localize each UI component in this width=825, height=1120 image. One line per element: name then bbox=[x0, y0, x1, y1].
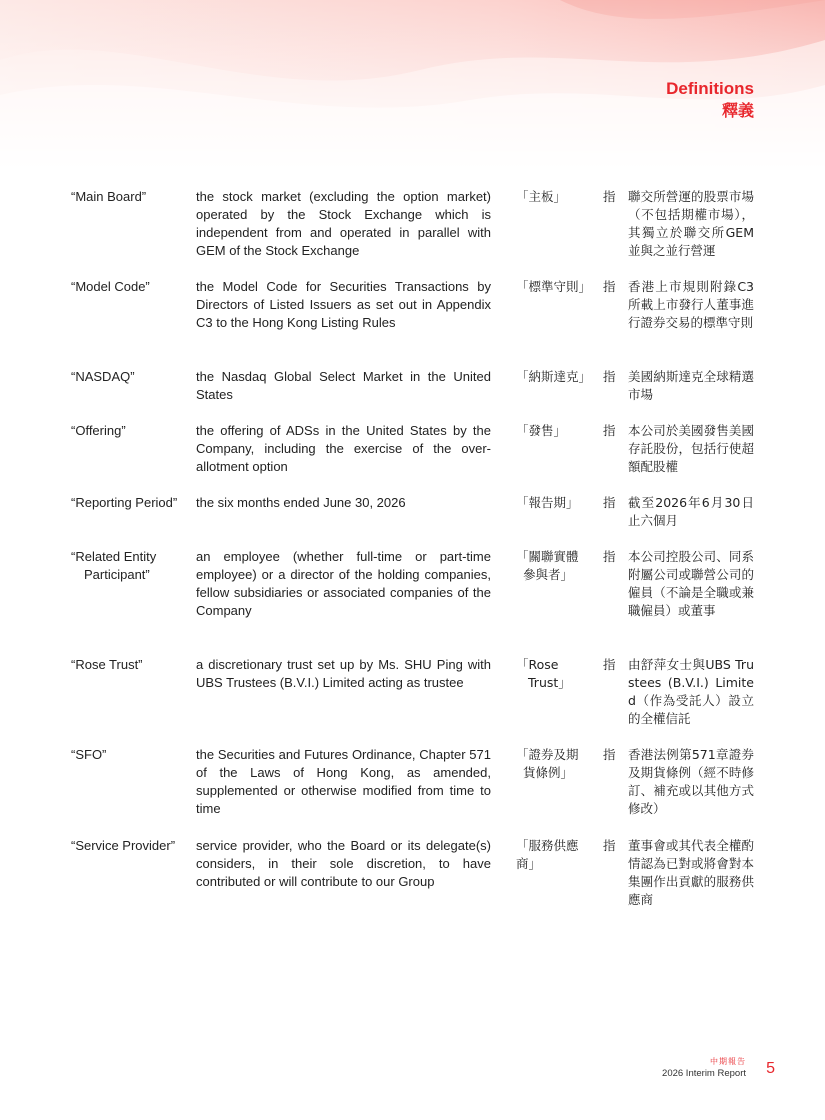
definition-term-zh: 「證券及期 貨條例」 bbox=[516, 747, 579, 780]
definition-description: the six months ended June 30, 2026 bbox=[196, 495, 406, 510]
definition-description: service provider, who the Board or its delegate(s) considers, in their sole discretion, to have contributed or will contribute to our Group bbox=[196, 838, 491, 889]
definition-term: “Reporting Period” bbox=[71, 495, 178, 510]
definition-term-zh: 「報告期」 bbox=[516, 495, 579, 510]
definition-description-zh: 香港法例第571章證券及期貨條例（經不時修訂、補充或以其他方式修改） bbox=[628, 747, 754, 816]
definition-term: “Main Board” bbox=[71, 189, 147, 204]
definition-description-zh: 截至2026年6月30日止六個月 bbox=[628, 495, 754, 528]
definition-description: an employee (whether full-time or part-time employee) or a director of the holding companies, fellow subsidiaries or associated companies of the Company bbox=[196, 549, 491, 618]
definition-term-zh: 「發售」 bbox=[516, 423, 567, 438]
definition-term-zh: 「關聯實體 參與者」 bbox=[516, 549, 579, 582]
report-name-zh: 中期報告 bbox=[710, 1057, 746, 1066]
report-name: 2026 Interim Report bbox=[662, 1068, 746, 1079]
definition-term-zh: 「主板」 bbox=[516, 189, 567, 204]
definition-description-zh: 本公司控股公司、同系附屬公司或聯營公司的僱員（不論是全職或兼職僱員）或董事 bbox=[628, 549, 754, 618]
definition-description-zh: 聯交所營運的股票市場（不包括期權市場），其獨立於聯交所GEM並與之並行營運 bbox=[628, 189, 754, 258]
definition-means-zh: 指 bbox=[603, 657, 616, 672]
definition-term: “NASDAQ” bbox=[71, 369, 135, 384]
page-footer bbox=[662, 1056, 746, 1080]
definition-description-zh: 本公司於美國發售美國存託股份，包括行使超額配股權 bbox=[628, 423, 754, 474]
page-title: Definitions bbox=[666, 79, 754, 98]
definition-description: the Nasdaq Global Select Market in the United States bbox=[196, 369, 491, 402]
definition-means-zh: 指 bbox=[603, 495, 616, 510]
definition-term: “Service Provider” bbox=[71, 838, 176, 853]
definition-term: “SFO” bbox=[71, 747, 107, 762]
definition-means-zh: 指 bbox=[603, 423, 616, 438]
definition-term: “Related Entity Participant” bbox=[71, 549, 157, 582]
definition-description-zh: 美國納斯達克全球精選市場 bbox=[628, 369, 754, 402]
definition-means-zh: 指 bbox=[603, 838, 616, 853]
definition-term-zh: 「納斯達克」 bbox=[516, 369, 592, 384]
definition-term: “Rose Trust” bbox=[71, 657, 143, 672]
definition-means-zh: 指 bbox=[603, 549, 616, 564]
page-number: 5 bbox=[766, 1060, 775, 1077]
definition-description-zh: 由舒萍女士與UBS Trustees (B.V.I.) Limited（作為受託人）設立的全權信託 bbox=[628, 657, 754, 726]
definition-term: “Model Code” bbox=[71, 279, 150, 294]
definition-description: the Model Code for Securities Transactions by Directors of Listed Issuers as set out in Appendix C3 to the Hong Kong Listing Rules bbox=[196, 279, 491, 330]
definition-term-zh: 「Rose Trust」 bbox=[516, 657, 571, 690]
definition-description: a discretionary trust set up by Ms. SHU Ping with UBS Trustees (B.V.I.) Limited acting as trustee bbox=[196, 657, 491, 690]
definition-description: the offering of ADSs in the United States by the Company, including the exercise of the over-allotment option bbox=[196, 423, 491, 474]
definition-term-zh: 「標準守則」 bbox=[516, 279, 592, 294]
definition-term-zh: 「服務供應 商」 bbox=[516, 838, 579, 871]
page-header bbox=[666, 78, 754, 122]
definition-means-zh: 指 bbox=[603, 747, 616, 762]
definition-description: the stock market (excluding the option market) operated by the Stock Exchange which is independent from and operated in parallel with GEM of the Stock Exchange bbox=[196, 189, 491, 258]
definition-description-zh: 香港上市規則附錄C3所載上市發行人董事進行證券交易的標準守則 bbox=[628, 279, 754, 330]
definition-means-zh: 指 bbox=[603, 189, 616, 204]
definition-description-zh: 董事會或其代表全權酌情認為已對或將會對本集團作出貢獻的服務供應商 bbox=[628, 838, 754, 907]
page-title-zh: 釋義 bbox=[721, 101, 754, 120]
definition-means-zh: 指 bbox=[603, 369, 616, 384]
definition-description: the Securities and Futures Ordinance, Chapter 571 of the Laws of Hong Kong, as amended, supplemented or otherwise modified from time to time bbox=[196, 747, 491, 816]
definition-term: “Offering” bbox=[71, 423, 126, 438]
definition-means-zh: 指 bbox=[603, 279, 616, 294]
